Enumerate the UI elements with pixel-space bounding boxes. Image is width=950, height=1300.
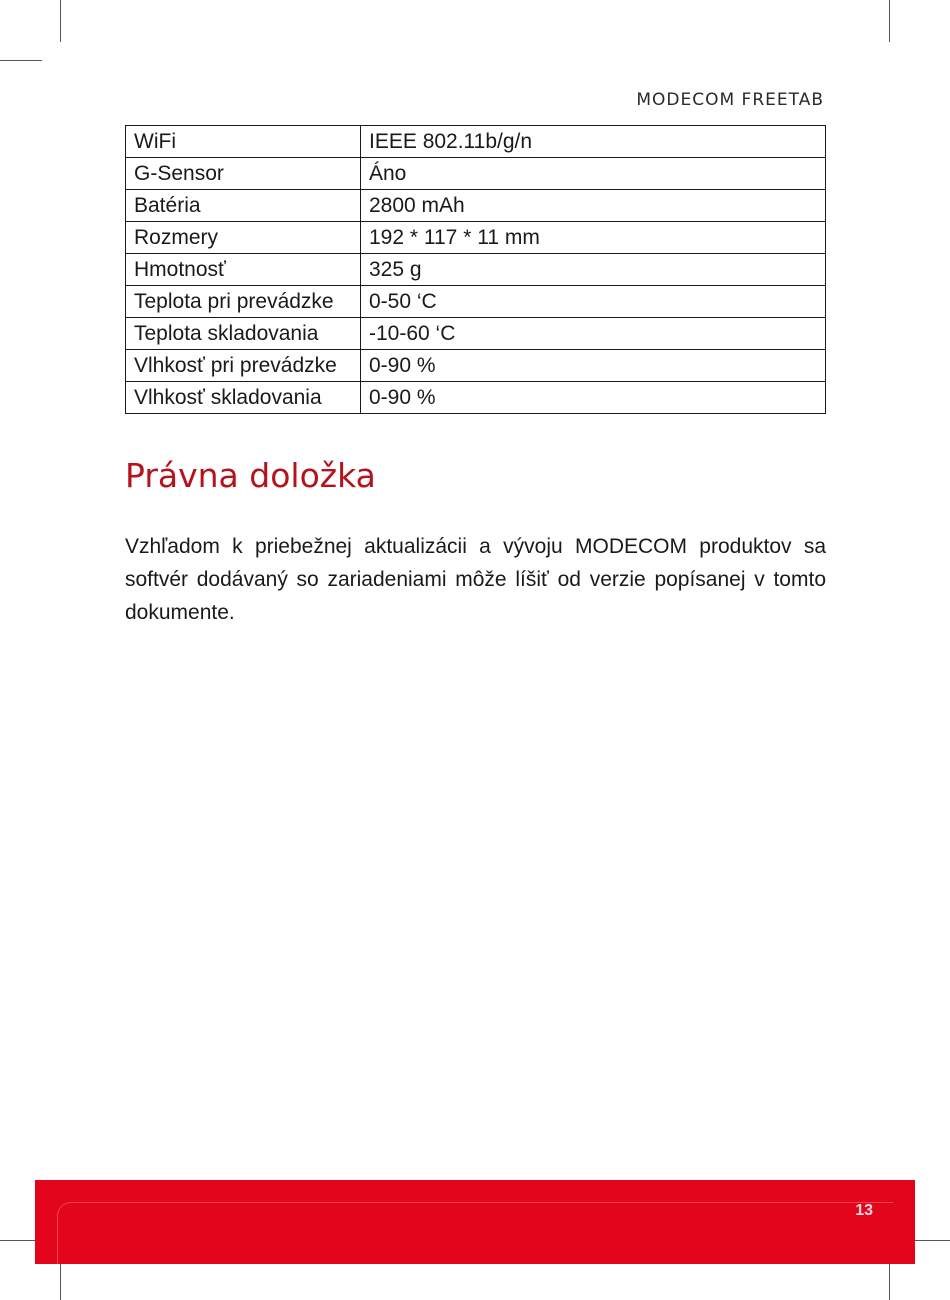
crop-mark-bottom-left-vertical — [60, 1258, 61, 1300]
spec-value: 0-50 ‘C — [361, 286, 826, 318]
spec-value: 325 g — [361, 254, 826, 286]
table-row — [126, 190, 826, 222]
spec-value: 0-90 % — [361, 350, 826, 382]
spec-value: 192 * 117 * 11 mm — [361, 222, 826, 254]
table-row — [126, 254, 826, 286]
spec-label: Teplota skladovania — [126, 318, 361, 350]
spec-label: Vlhkosť skladovania — [126, 382, 361, 414]
table-row — [126, 286, 826, 318]
specifications-table-body — [126, 126, 826, 414]
legal-heading: Právna doložka — [125, 456, 376, 495]
legal-paragraph: Vzhľadom k priebežnej aktualizácii a vývoju MODECOM produktov sa softvér dodávaný so zariadeniami môže líšiť od verzie popísanej v tomto dokumente. — [125, 535, 826, 624]
table-row — [126, 350, 826, 382]
table-row — [126, 318, 826, 350]
table-row — [126, 382, 826, 414]
spec-value: 2800 mAh — [361, 190, 826, 222]
table-row — [126, 126, 826, 158]
header-title: MODECOM FREETAB — [636, 90, 824, 110]
spec-value: IEEE 802.11b/g/n — [361, 126, 826, 158]
crop-mark-bottom-right-vertical — [889, 1258, 890, 1300]
crop-mark-top-left-vertical — [60, 0, 61, 42]
crop-mark-top-right-vertical — [889, 0, 890, 42]
spec-value: Áno — [361, 158, 826, 190]
spec-label: G-Sensor — [126, 158, 361, 190]
spec-label: WiFi — [126, 126, 361, 158]
spec-label: Batéria — [126, 190, 361, 222]
footer-band — [35, 1180, 915, 1264]
spec-label: Vlhkosť pri prevádzke — [126, 350, 361, 382]
table-row — [126, 222, 826, 254]
spec-value: 0-90 % — [361, 382, 826, 414]
spec-label: Hmotnosť — [126, 254, 361, 286]
footer-inner-frame — [57, 1202, 893, 1264]
crop-mark-top-left-horizontal — [0, 60, 42, 61]
specifications-table — [125, 125, 826, 414]
spec-value: -10-60 ‘C — [361, 318, 826, 350]
spec-label: Teplota pri prevádzke — [126, 286, 361, 318]
page-number: 13 — [855, 1202, 873, 1219]
spec-label: Rozmery — [126, 222, 361, 254]
table-row — [126, 158, 826, 190]
